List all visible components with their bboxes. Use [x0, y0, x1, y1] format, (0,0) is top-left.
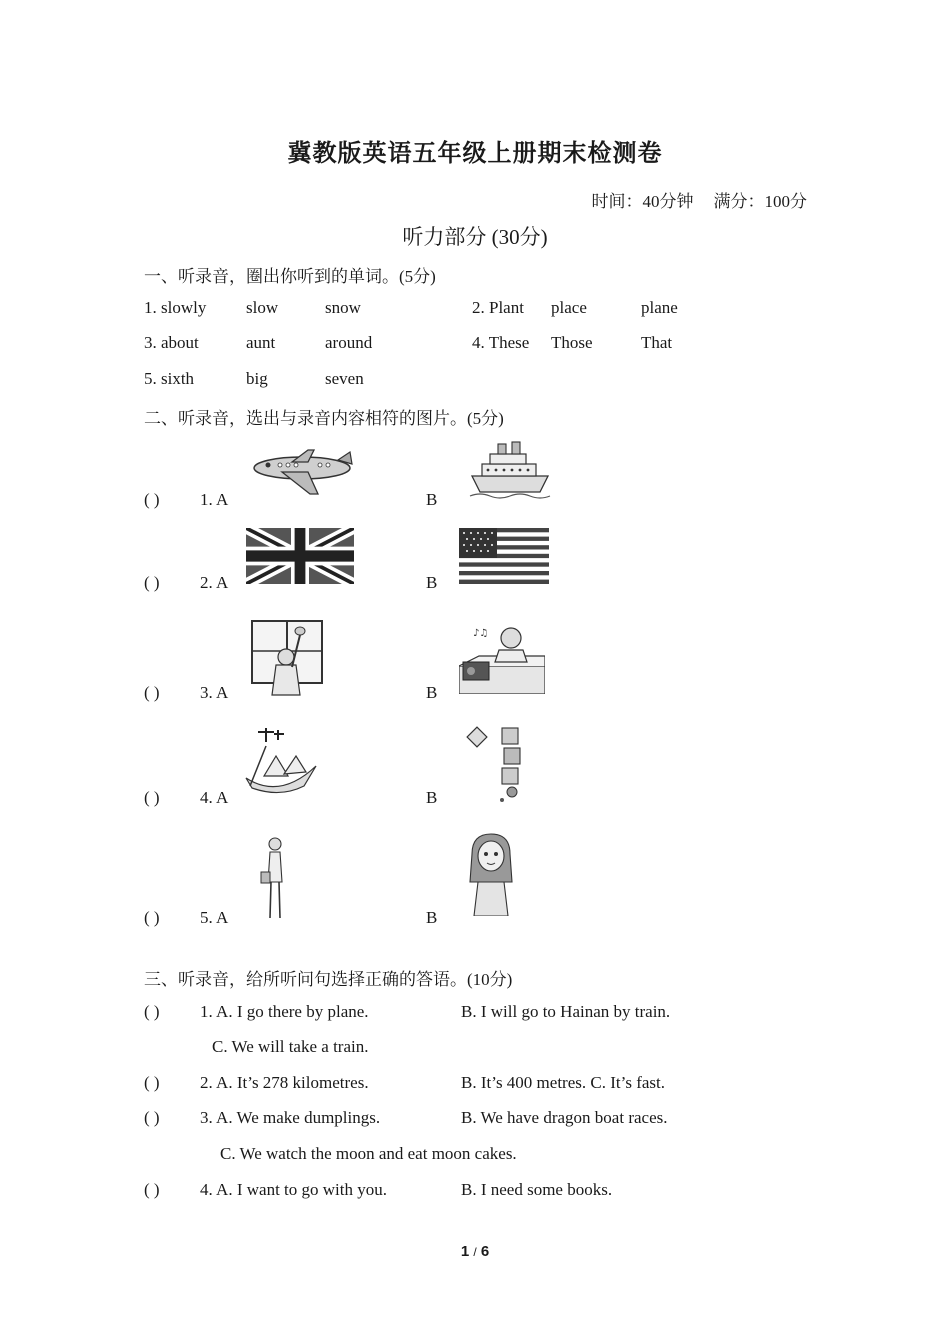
- exam-meta: [592, 187, 808, 212]
- word-option: slow: [246, 298, 279, 317]
- question-number: 3. A: [200, 683, 229, 702]
- us-flag-icon: [459, 528, 549, 584]
- option-b: B. We have dragon boat races.: [461, 1108, 668, 1127]
- word-option: 1. slowly: [144, 298, 207, 317]
- airplane-icon: [252, 448, 354, 498]
- current-page: 1: [460, 1243, 470, 1260]
- option-b-label: B: [426, 573, 438, 592]
- full-score: 满分：100分: [713, 192, 807, 211]
- word-option: seven: [325, 369, 364, 388]
- option-b-label: B: [426, 490, 438, 509]
- answer-paren[interactable]: ( ): [144, 1108, 160, 1127]
- word-option: 4. These: [472, 333, 530, 352]
- answer-paren[interactable]: ( ): [144, 490, 160, 509]
- option-b: B. I will go to Hainan by train.: [461, 1002, 671, 1021]
- option-b-label: B: [426, 908, 438, 927]
- section2-heading: 二、听录音，选出与录音内容相符的图片。(5分): [144, 409, 504, 428]
- part-title: 听力部分 (30分): [402, 225, 548, 249]
- thin-woman-icon: [258, 836, 290, 922]
- word-option: 5. sixth: [144, 369, 195, 388]
- question-number: 2. A: [200, 573, 229, 592]
- dragon-boat-festival-icon: [244, 726, 318, 800]
- section1-heading: 一、听录音，圈出你听到的单词。(5分): [144, 267, 436, 286]
- answer-paren[interactable]: ( ): [144, 788, 160, 807]
- page-title: 冀教版英语五年级上册期末检测卷: [287, 141, 663, 167]
- answer-paren[interactable]: ( ): [144, 1180, 160, 1199]
- option-c: C. We will take a train.: [212, 1037, 369, 1056]
- option-a: 2. A. It’s 278 kilometres.: [200, 1073, 369, 1092]
- answer-paren[interactable]: ( ): [144, 1002, 160, 1021]
- word-option: 3. about: [144, 333, 199, 352]
- girl-listening-radio-icon: [459, 622, 545, 694]
- word-option: That: [641, 333, 673, 352]
- girl-cleaning-window-icon: [248, 617, 326, 699]
- girl-portrait-icon: [464, 832, 518, 916]
- page-separator: /: [473, 1245, 477, 1259]
- word-option: Those: [551, 333, 593, 352]
- word-option: snow: [325, 298, 361, 317]
- time-limit: 时间：40分钟: [591, 192, 694, 211]
- section3-heading: 三、听录音，给所听问句选择正确的答语。(10分): [144, 970, 513, 989]
- answer-paren[interactable]: ( ): [144, 573, 160, 592]
- option-a: 3. A. We make dumplings.: [200, 1108, 381, 1127]
- word-option: place: [551, 298, 587, 317]
- word-option: big: [246, 369, 268, 388]
- option-b: B. It’s 400 metres. C. It’s fast.: [461, 1073, 665, 1092]
- word-option: aunt: [246, 333, 276, 352]
- word-option: plane: [641, 298, 678, 317]
- svg-text:♪♫: ♪♫: [473, 628, 489, 639]
- option-a: 1. A. I go there by plane.: [200, 1002, 369, 1021]
- question-number: 4. A: [200, 788, 229, 807]
- option-b: B. I need some books.: [461, 1180, 613, 1199]
- option-c: C. We watch the moon and eat moon cakes.: [220, 1144, 517, 1163]
- uk-flag-icon: [246, 528, 354, 584]
- question-number: 1. A: [200, 490, 229, 509]
- total-pages: 6: [480, 1243, 490, 1260]
- word-option: 2. Plant: [472, 298, 524, 317]
- ship-icon: [468, 438, 552, 500]
- page-number: [0, 1243, 950, 1260]
- answer-paren[interactable]: ( ): [144, 908, 160, 927]
- spring-festival-decoration-icon: [464, 724, 534, 804]
- answer-paren[interactable]: ( ): [144, 1073, 160, 1092]
- answer-paren[interactable]: ( ): [144, 683, 160, 702]
- option-b-label: B: [426, 683, 438, 702]
- option-a: 4. A. I want to go with you.: [200, 1180, 387, 1199]
- option-b-label: B: [426, 788, 438, 807]
- question-number: 5. A: [200, 908, 229, 927]
- word-option: around: [325, 333, 373, 352]
